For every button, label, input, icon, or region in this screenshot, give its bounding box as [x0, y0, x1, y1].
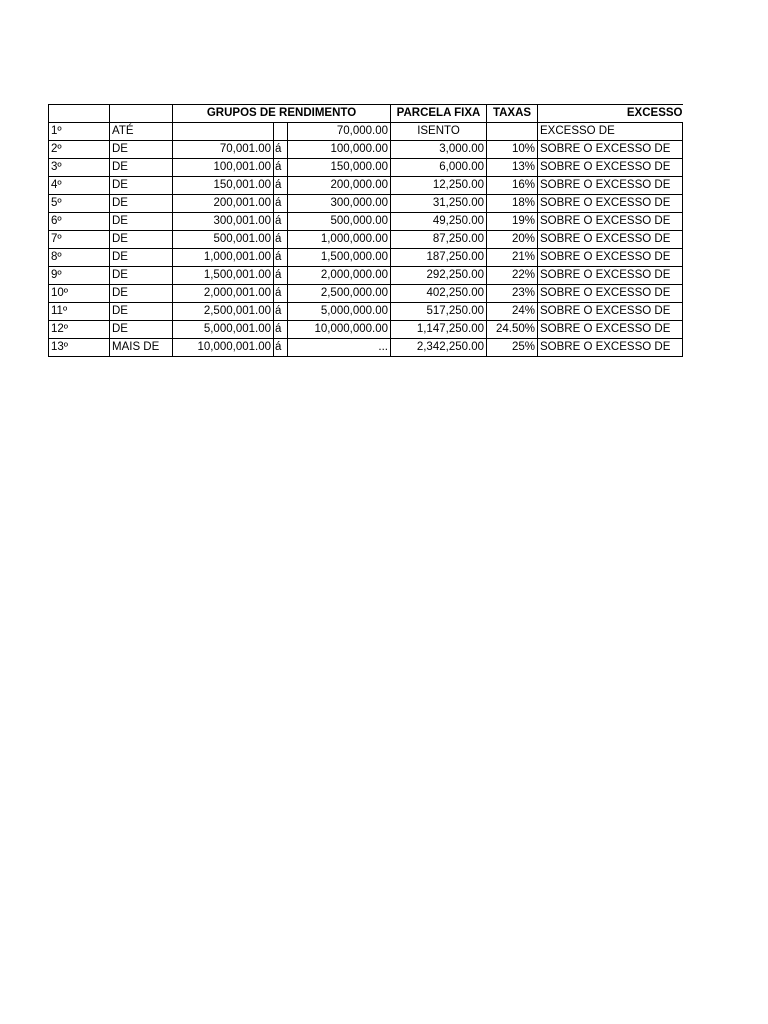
preposition-cell: DE [110, 267, 173, 285]
income-from-cell: 5,000,001.00 [173, 321, 274, 339]
excess-note-cell: SOBRE O EXCESSO DE [538, 213, 683, 231]
income-to-cell: 10,000,000.00 [288, 321, 391, 339]
income-from-cell: 100,001.00 [173, 159, 274, 177]
income-to-cell: 70,000.00 [288, 123, 391, 141]
rank-cell: 3º [49, 159, 110, 177]
income-to-cell: 2,000,000.00 [288, 267, 391, 285]
table-row [49, 339, 683, 357]
income-to-cell: 500,000.00 [288, 213, 391, 231]
excess-note-cell: SOBRE O EXCESSO DE [538, 141, 683, 159]
preposition-cell: DE [110, 141, 173, 159]
preposition-cell: DE [110, 249, 173, 267]
header-taxas: TAXAS [487, 105, 538, 123]
parcela-fixa-cell: 402,250.00 [391, 285, 487, 303]
excess-note-cell: SOBRE O EXCESSO DE [538, 231, 683, 249]
table-row [49, 267, 683, 285]
preposition-cell: DE [110, 303, 173, 321]
separator-cell: á [274, 339, 288, 357]
tax-rate-cell: 19% [487, 213, 538, 231]
parcela-fixa-cell: 12,250.00 [391, 177, 487, 195]
rank-cell: 9º [49, 267, 110, 285]
parcela-fixa-cell: 2,342,250.00 [391, 339, 487, 357]
rank-cell: 1º [49, 123, 110, 141]
tax-table-sheet [48, 104, 682, 357]
excess-note-cell: SOBRE O EXCESSO DE [538, 249, 683, 267]
preposition-cell: DE [110, 231, 173, 249]
parcela-fixa-cell: 49,250.00 [391, 213, 487, 231]
parcela-fixa-cell: 187,250.00 [391, 249, 487, 267]
income-from-cell: 1,000,001.00 [173, 249, 274, 267]
tax-rate-cell: 24.50% [487, 321, 538, 339]
separator-cell: á [274, 177, 288, 195]
income-to-cell: 1,500,000.00 [288, 249, 391, 267]
income-from-cell: 2,000,001.00 [173, 285, 274, 303]
income-from-cell: 2,500,001.00 [173, 303, 274, 321]
header-parcela-fixa: PARCELA FIXA [391, 105, 487, 123]
excess-note-cell: SOBRE O EXCESSO DE [538, 303, 683, 321]
income-from-cell: 500,001.00 [173, 231, 274, 249]
parcela-fixa-cell: 292,250.00 [391, 267, 487, 285]
rank-cell: 13º [49, 339, 110, 357]
rank-cell: 8º [49, 249, 110, 267]
tax-brackets-table [48, 104, 683, 357]
rank-cell: 7º [49, 231, 110, 249]
tax-rate-cell: 22% [487, 267, 538, 285]
tax-rate-cell: 13% [487, 159, 538, 177]
separator-cell: á [274, 303, 288, 321]
preposition-cell: DE [110, 195, 173, 213]
table-row [49, 195, 683, 213]
preposition-cell: DE [110, 213, 173, 231]
rank-cell: 11º [49, 303, 110, 321]
tax-rate-cell: 24% [487, 303, 538, 321]
header-prep-cell [110, 105, 173, 123]
rank-cell: 12º [49, 321, 110, 339]
excess-note-cell: SOBRE O EXCESSO DE [538, 267, 683, 285]
excess-note-cell: SOBRE O EXCESSO DE [538, 177, 683, 195]
tax-rate-cell: 23% [487, 285, 538, 303]
table-row [49, 249, 683, 267]
income-to-cell: 2,500,000.00 [288, 285, 391, 303]
excess-note-cell: SOBRE O EXCESSO DE [538, 321, 683, 339]
preposition-cell: DE [110, 321, 173, 339]
separator-cell: á [274, 249, 288, 267]
separator-cell: á [274, 141, 288, 159]
preposition-cell: DE [110, 159, 173, 177]
table-row [49, 231, 683, 249]
income-from-cell: 70,001.00 [173, 141, 274, 159]
separator-cell: á [274, 213, 288, 231]
excess-note-cell: SOBRE O EXCESSO DE [538, 159, 683, 177]
table-row [49, 123, 683, 141]
separator-cell: á [274, 231, 288, 249]
income-from-cell: 150,001.00 [173, 177, 274, 195]
excess-note-cell: SOBRE O EXCESSO DE [538, 285, 683, 303]
income-from-cell [173, 123, 274, 141]
tax-rate-cell: 18% [487, 195, 538, 213]
income-from-cell: 1,500,001.00 [173, 267, 274, 285]
rank-cell: 6º [49, 213, 110, 231]
income-to-cell: 200,000.00 [288, 177, 391, 195]
table-row [49, 177, 683, 195]
separator-cell: á [274, 195, 288, 213]
preposition-cell: DE [110, 177, 173, 195]
preposition-cell: ATÉ [110, 123, 173, 141]
tax-rate-cell: 10% [487, 141, 538, 159]
parcela-fixa-cell: 3,000.00 [391, 141, 487, 159]
header-groups-title: GRUPOS DE RENDIMENTO [173, 105, 391, 123]
tax-rate-cell: 20% [487, 231, 538, 249]
income-from-cell: 300,001.00 [173, 213, 274, 231]
table-row [49, 159, 683, 177]
tax-rate-cell: 21% [487, 249, 538, 267]
rank-cell: 5º [49, 195, 110, 213]
separator-cell: á [274, 267, 288, 285]
header-excesso: EXCESSO [538, 105, 683, 123]
income-to-cell: ... [288, 339, 391, 357]
parcela-fixa-cell: 87,250.00 [391, 231, 487, 249]
parcela-fixa-cell: 517,250.00 [391, 303, 487, 321]
table-header-row [49, 105, 683, 123]
table-row [49, 141, 683, 159]
rank-cell: 4º [49, 177, 110, 195]
separator-cell: á [274, 321, 288, 339]
income-from-cell: 10,000,001.00 [173, 339, 274, 357]
income-from-cell: 200,001.00 [173, 195, 274, 213]
table-row [49, 303, 683, 321]
excess-note-cell: EXCESSO DE [538, 123, 683, 141]
parcela-fixa-cell: 31,250.00 [391, 195, 487, 213]
excess-note-cell: SOBRE O EXCESSO DE [538, 339, 683, 357]
income-to-cell: 1,000,000.00 [288, 231, 391, 249]
table-row [49, 285, 683, 303]
rank-cell: 10º [49, 285, 110, 303]
parcela-fixa-cell: 1,147,250.00 [391, 321, 487, 339]
income-to-cell: 300,000.00 [288, 195, 391, 213]
separator-cell: á [274, 159, 288, 177]
preposition-cell: DE [110, 285, 173, 303]
tax-rate-cell: 16% [487, 177, 538, 195]
income-to-cell: 150,000.00 [288, 159, 391, 177]
tax-rate-cell: 25% [487, 339, 538, 357]
separator-cell: á [274, 285, 288, 303]
excess-note-cell: SOBRE O EXCESSO DE [538, 195, 683, 213]
income-to-cell: 5,000,000.00 [288, 303, 391, 321]
separator-cell [274, 123, 288, 141]
parcela-fixa-cell: 6,000.00 [391, 159, 487, 177]
preposition-cell: MAIS DE [110, 339, 173, 357]
rank-cell: 2º [49, 141, 110, 159]
header-rank-cell [49, 105, 110, 123]
income-to-cell: 100,000.00 [288, 141, 391, 159]
table-row [49, 321, 683, 339]
table-body [49, 123, 683, 357]
tax-rate-cell [487, 123, 538, 141]
table-row [49, 213, 683, 231]
parcela-fixa-cell: ISENTO [391, 123, 487, 141]
